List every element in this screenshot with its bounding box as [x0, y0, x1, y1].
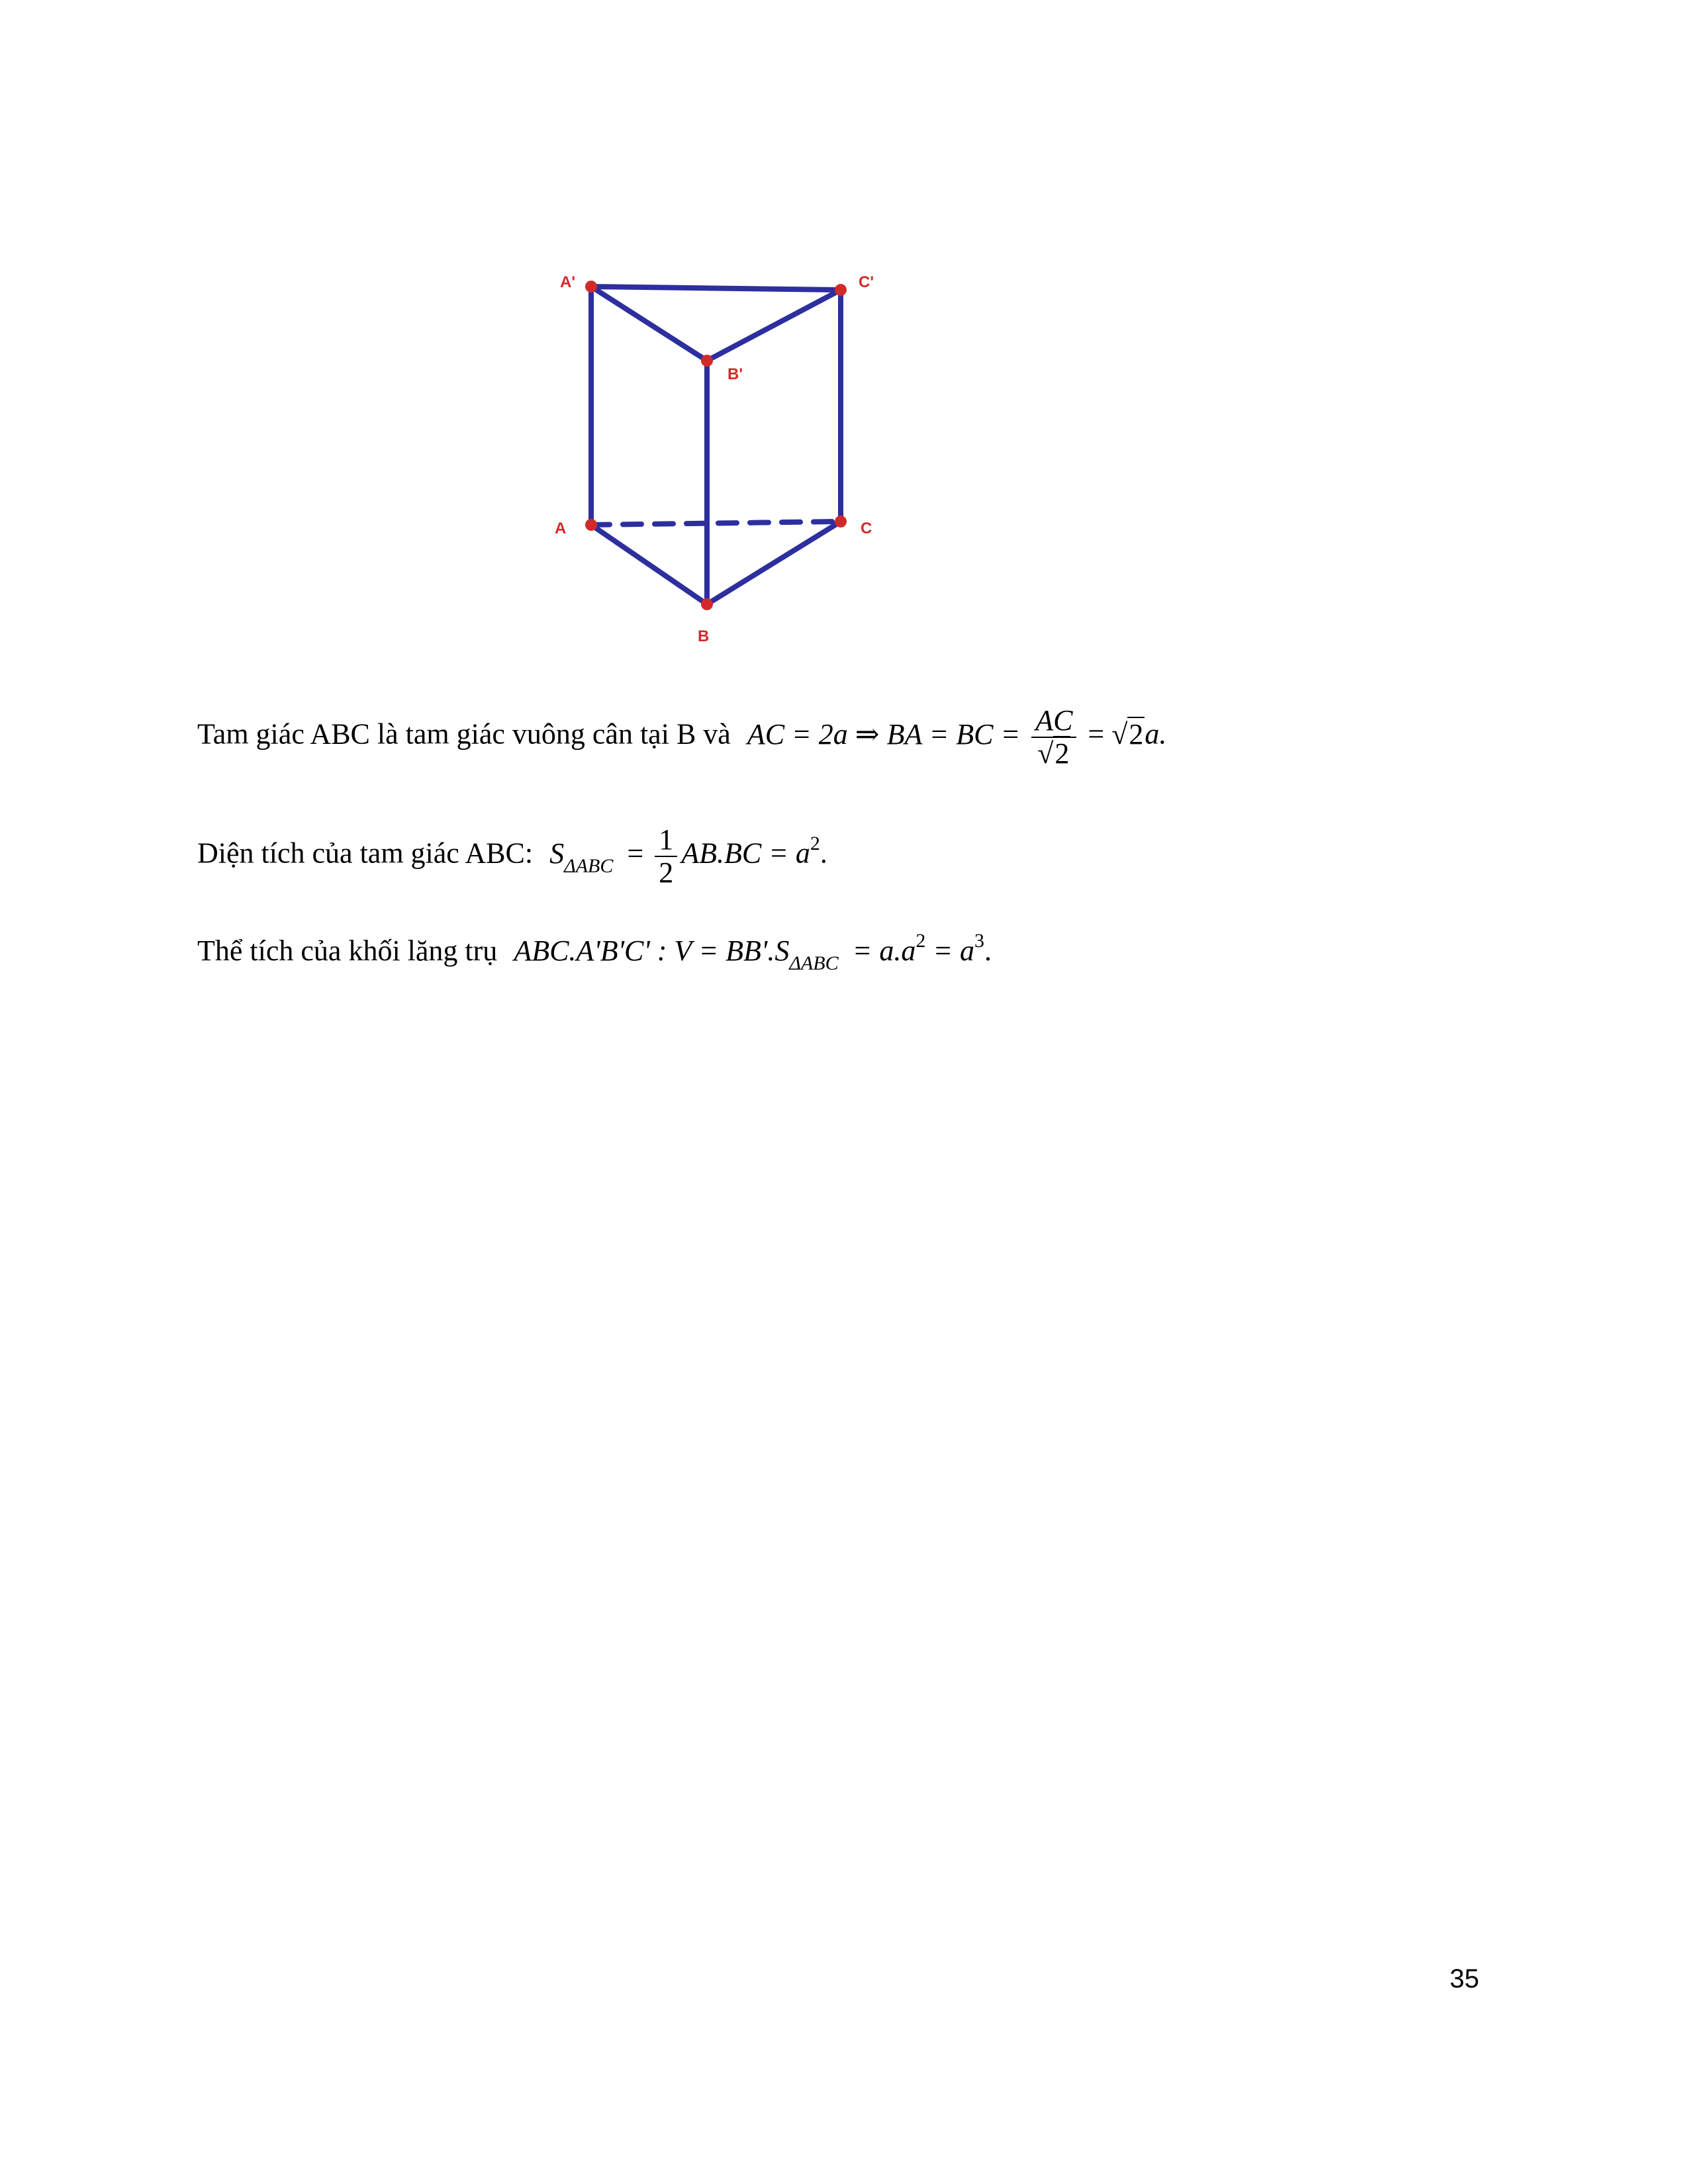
edge-a-prime-b-prime	[591, 287, 707, 361]
line1-equation-left: AC = 2a ⇒ BA = BC =	[747, 717, 1021, 751]
point-b-prime	[701, 355, 713, 367]
line2-fraction	[655, 824, 677, 888]
edge-a-b	[591, 525, 707, 604]
point-a-prime	[585, 281, 597, 293]
line1-sqrt: √2	[1111, 717, 1144, 751]
line2-equals: =	[627, 837, 644, 870]
line1-intro: Tam giác ABC là tam giác vuông cân tại B và	[197, 717, 731, 751]
line3-period: .	[984, 934, 992, 967]
text-line-1	[197, 705, 1166, 769]
line3-exponent-2: 3	[974, 930, 985, 952]
line2-area-symbol: S	[549, 837, 565, 870]
line2-frac-numerator: 1	[655, 824, 677, 857]
edge-a-c-hidden	[591, 522, 841, 525]
point-c-prime	[835, 284, 847, 296]
line2-period: .	[820, 837, 827, 870]
label-a-prime: A'	[560, 273, 576, 291]
line1-equation-right: a.	[1145, 717, 1167, 751]
line3-middle: = a.a	[852, 934, 916, 967]
line1-sqrt-content: 2	[1129, 717, 1144, 751]
line1-fraction	[1031, 705, 1076, 769]
label-c-prime: C'	[859, 273, 874, 291]
line3-result: = a	[933, 934, 975, 967]
point-a	[585, 519, 597, 531]
line1-frac-numerator: AC	[1031, 705, 1076, 738]
line1-equals: =	[1088, 717, 1105, 751]
prism-diagram	[0, 0, 1688, 695]
edge-a-prime-c-prime	[591, 287, 841, 290]
line1-frac-denominator: √2	[1037, 737, 1070, 770]
label-b: B	[698, 627, 710, 645]
line2-exponent: 2	[810, 832, 820, 854]
line3-exponent-1: 2	[915, 930, 926, 952]
point-b	[701, 598, 713, 610]
point-c	[835, 516, 847, 527]
line2-intro: Diện tích của tam giác ABC:	[197, 837, 534, 870]
edge-b-prime-c-prime	[707, 290, 841, 361]
edge-b-c	[707, 522, 841, 604]
line3-subscript: ΔABC	[789, 952, 839, 974]
label-b-prime: B'	[727, 365, 743, 383]
label-c: C	[861, 520, 872, 537]
line2-area-subscript: ΔABC	[564, 854, 614, 877]
line2-frac-denominator: 2	[659, 856, 674, 889]
text-line-3	[197, 930, 992, 974]
text-line-2	[197, 824, 827, 888]
label-a: A	[555, 520, 567, 537]
page-number: 35	[1450, 1964, 1479, 1993]
line2-product: AB.BC = a	[681, 837, 810, 870]
line3-intro: Thể tích của khối lăng trụ	[197, 934, 498, 967]
line3-formula: ABC.A'B'C' : V = BB'.S	[514, 934, 790, 967]
